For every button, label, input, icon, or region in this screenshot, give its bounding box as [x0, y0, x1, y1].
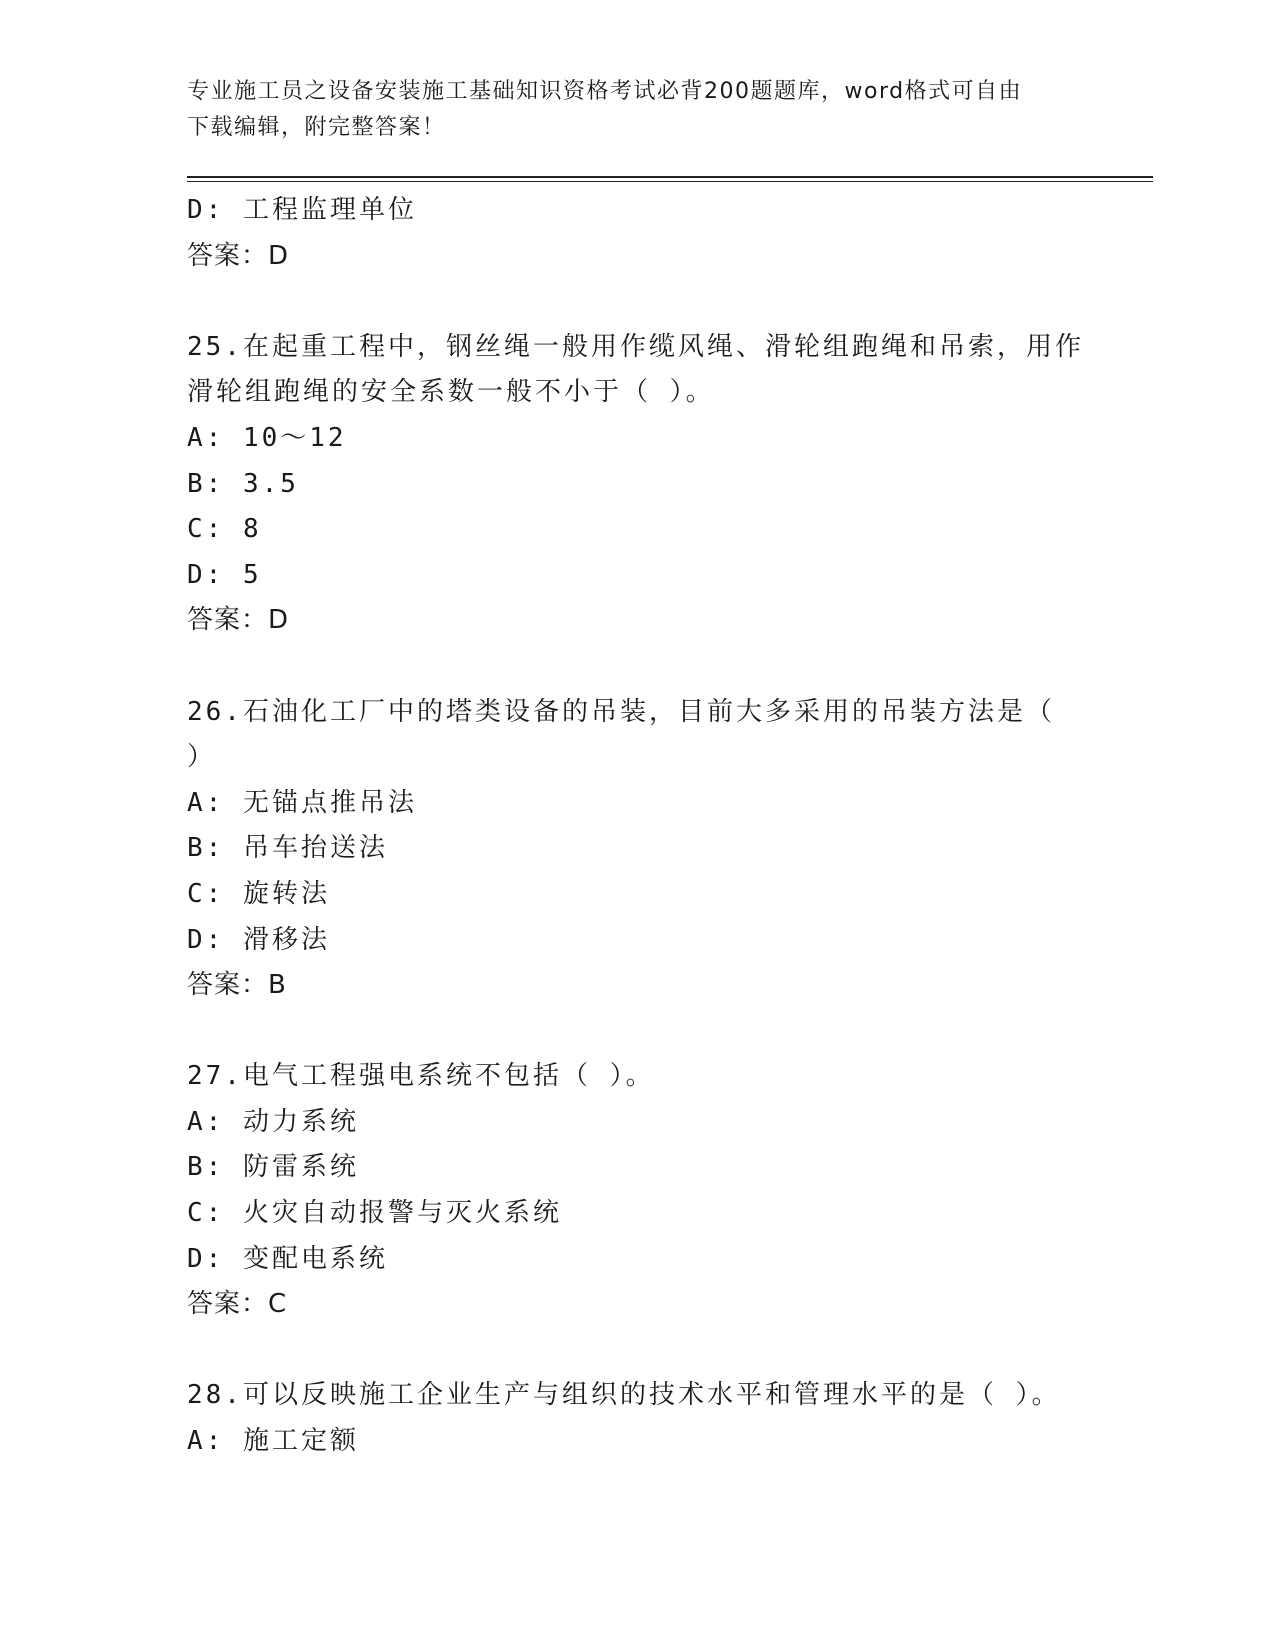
question-stem: ） — [187, 742, 217, 773]
document-header — [187, 74, 1067, 146]
answer-line: 答案：C — [187, 1289, 288, 1320]
option-c: C: 8 — [187, 514, 262, 545]
option-a: A: 动力系统 — [187, 1106, 359, 1137]
header-divider-thin — [187, 181, 1153, 182]
question-stem: 25.在起重工程中，钢丝绳一般用作缆风绳、滑轮组跑绳和吊索，用作 — [187, 331, 1084, 362]
header-line-2: 下载编辑，附完整答案！ — [187, 115, 446, 140]
spacer — [187, 644, 1087, 690]
spacer — [187, 1009, 1087, 1055]
option-c: C: 火灾自动报警与灭火系统 — [187, 1198, 562, 1229]
previous-question-tail — [187, 188, 1087, 279]
answer-line: 答案：B — [187, 970, 287, 1001]
answer-line: 答案：D — [187, 605, 290, 636]
question-28 — [187, 1373, 1087, 1464]
option-d: D: 滑移法 — [187, 924, 330, 955]
question-stem: 26.石油化工厂中的塔类设备的吊装，目前大多采用的吊装方法是（ — [187, 696, 1055, 727]
option-b: B: 吊车抬送法 — [187, 833, 388, 864]
question-stem: 滑轮组跑绳的安全系数一般不小于（ ）。 — [187, 377, 715, 408]
option-b: B: 3.5 — [187, 468, 299, 499]
option-a: A: 10～12 — [187, 422, 347, 453]
header-line-1: 专业施工员之设备安装施工基础知识资格考试必背200题题库，word格式可自由 — [187, 79, 1023, 104]
option-d: D: 工程监理单位 — [187, 195, 417, 225]
question-27 — [187, 1054, 1087, 1328]
question-stem: 27.电气工程强电系统不包括（ ）。 — [187, 1061, 655, 1092]
option-a: A: 无锚点推吊法 — [187, 787, 417, 818]
option-c: C: 旋转法 — [187, 878, 330, 909]
spacer — [187, 1328, 1087, 1374]
header-divider-thick — [187, 176, 1153, 178]
question-stem: 28.可以反映施工企业生产与组织的技术水平和管理水平的是（ ）。 — [187, 1380, 1061, 1411]
answer-line: 答案：D — [187, 240, 290, 271]
question-25 — [187, 325, 1087, 644]
option-d: D: 5 — [187, 559, 262, 590]
option-a: A: 施工定额 — [187, 1426, 359, 1457]
spacer — [187, 279, 1087, 325]
question-26 — [187, 690, 1087, 1009]
option-d: D: 变配电系统 — [187, 1243, 388, 1274]
question-list — [187, 188, 1087, 1465]
option-b: B: 防雷系统 — [187, 1152, 359, 1183]
